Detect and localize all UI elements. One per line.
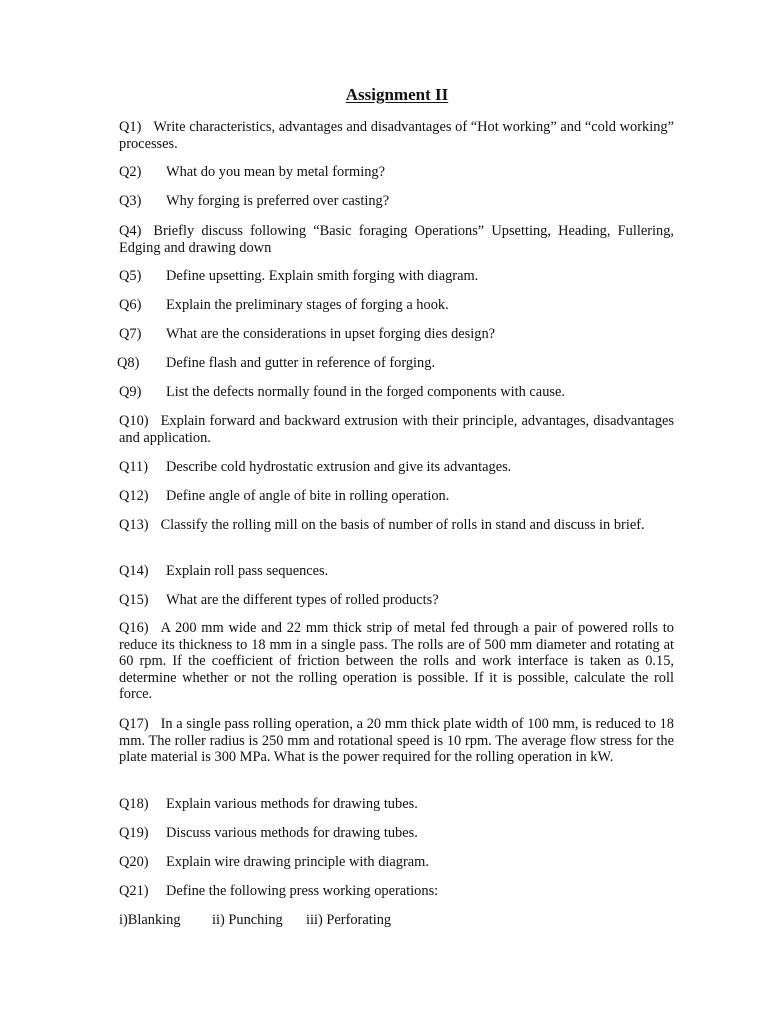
question-11 [119, 459, 674, 476]
question-text: Write characteristics, advantages and disadvantages of “Hot working” and “cold working” processes. [119, 119, 674, 152]
option-blanking: i)Blanking [119, 912, 181, 928]
option-punching: ii) Punching [212, 912, 283, 928]
question-number: Q14) [119, 563, 149, 579]
question-text: Define upsetting. Explain smith forging with diagram. [166, 268, 479, 284]
question-4 [119, 223, 674, 256]
question-text: Explain forward and backward extrusion with their principle, advantages, disadvantages and application. [119, 413, 674, 446]
question-17 [119, 716, 674, 766]
question-text: Classify the rolling mill on the basis of number of rolls in stand and discuss in brief. [160, 517, 645, 533]
question-text: Why forging is preferred over casting? [166, 193, 390, 209]
question-18 [119, 796, 674, 813]
question-text: What do you mean by metal forming? [166, 164, 385, 180]
question-6 [119, 297, 674, 314]
question-number: Q18) [119, 796, 149, 812]
question-13 [119, 517, 674, 534]
press-operations-list [119, 912, 391, 929]
question-5 [119, 268, 674, 285]
option-perforating: iii) Perforating [306, 912, 392, 928]
question-number: Q17) [119, 716, 149, 732]
question-number: Q21) [119, 883, 149, 899]
question-number: Q4) [119, 223, 142, 239]
question-text: Discuss various methods for drawing tubes. [166, 825, 418, 841]
question-20 [119, 854, 674, 871]
page-title: Assignment II [345, 85, 449, 104]
question-1 [119, 119, 674, 152]
question-number: Q9) [119, 384, 142, 400]
question-14 [119, 563, 674, 580]
question-number: Q8) [117, 355, 140, 371]
question-text: Explain the preliminary stages of forging a hook. [166, 297, 449, 313]
question-9 [119, 384, 674, 401]
question-number: Q19) [119, 825, 149, 841]
question-number: Q16) [119, 620, 149, 636]
question-number: Q3) [119, 193, 142, 209]
question-10 [119, 413, 674, 446]
question-number: Q10) [119, 413, 149, 429]
question-7 [119, 326, 674, 343]
question-19 [119, 825, 674, 842]
question-number: Q7) [119, 326, 142, 342]
question-number: Q15) [119, 592, 149, 608]
question-text: What are the different types of rolled products? [166, 592, 439, 608]
question-number: Q6) [119, 297, 142, 313]
question-number: Q2) [119, 164, 142, 180]
question-number: Q5) [119, 268, 142, 284]
question-15 [119, 592, 674, 609]
question-text: List the defects normally found in the forged components with cause. [166, 384, 565, 400]
question-number: Q20) [119, 854, 149, 870]
question-number: Q13) [119, 517, 149, 533]
question-number: Q11) [119, 459, 149, 475]
question-text: Describe cold hydrostatic extrusion and give its advantages. [166, 459, 512, 475]
question-3 [119, 193, 674, 210]
question-text: What are the considerations in upset forging dies design? [166, 326, 496, 342]
question-number: Q1) [119, 119, 142, 135]
question-text: Define flash and gutter in reference of forging. [166, 355, 436, 371]
question-2 [119, 164, 674, 181]
question-text: Explain roll pass sequences. [166, 563, 329, 579]
question-text: Briefly discuss following “Basic foraging Operations” Upsetting, Heading, Fullering, Edging and drawing down [119, 223, 674, 256]
question-text: Explain various methods for drawing tubes. [166, 796, 418, 812]
question-text: Define the following press working operations: [166, 883, 439, 899]
question-21 [119, 883, 674, 900]
question-16 [119, 620, 674, 703]
question-12 [119, 488, 674, 505]
question-8 [117, 355, 672, 372]
question-text: A 200 mm wide and 22 mm thick strip of metal fed through a pair of powered rolls to reduce its thickness to 18 mm in a single pass. The rolls are of 500 mm diameter and rotating at 60 rpm. If the coefficient of friction between the rolls and work interface is taken as 0.15, determine whether or not the rolling operation is possible. If it is possible, calculate the roll force. [119, 620, 674, 702]
question-text: In a single pass rolling operation, a 20 mm thick plate width of 100 mm, is reduced to 18 mm. The roller radius is 250 mm and rotational speed is 10 rpm. The average flow stress for the plate material is 300 MPa. What is the power required for the rolling operation in kW. [119, 716, 674, 765]
question-text: Explain wire drawing principle with diagram. [166, 854, 429, 870]
question-number: Q12) [119, 488, 149, 504]
question-text: Define angle of angle of bite in rolling operation. [166, 488, 450, 504]
